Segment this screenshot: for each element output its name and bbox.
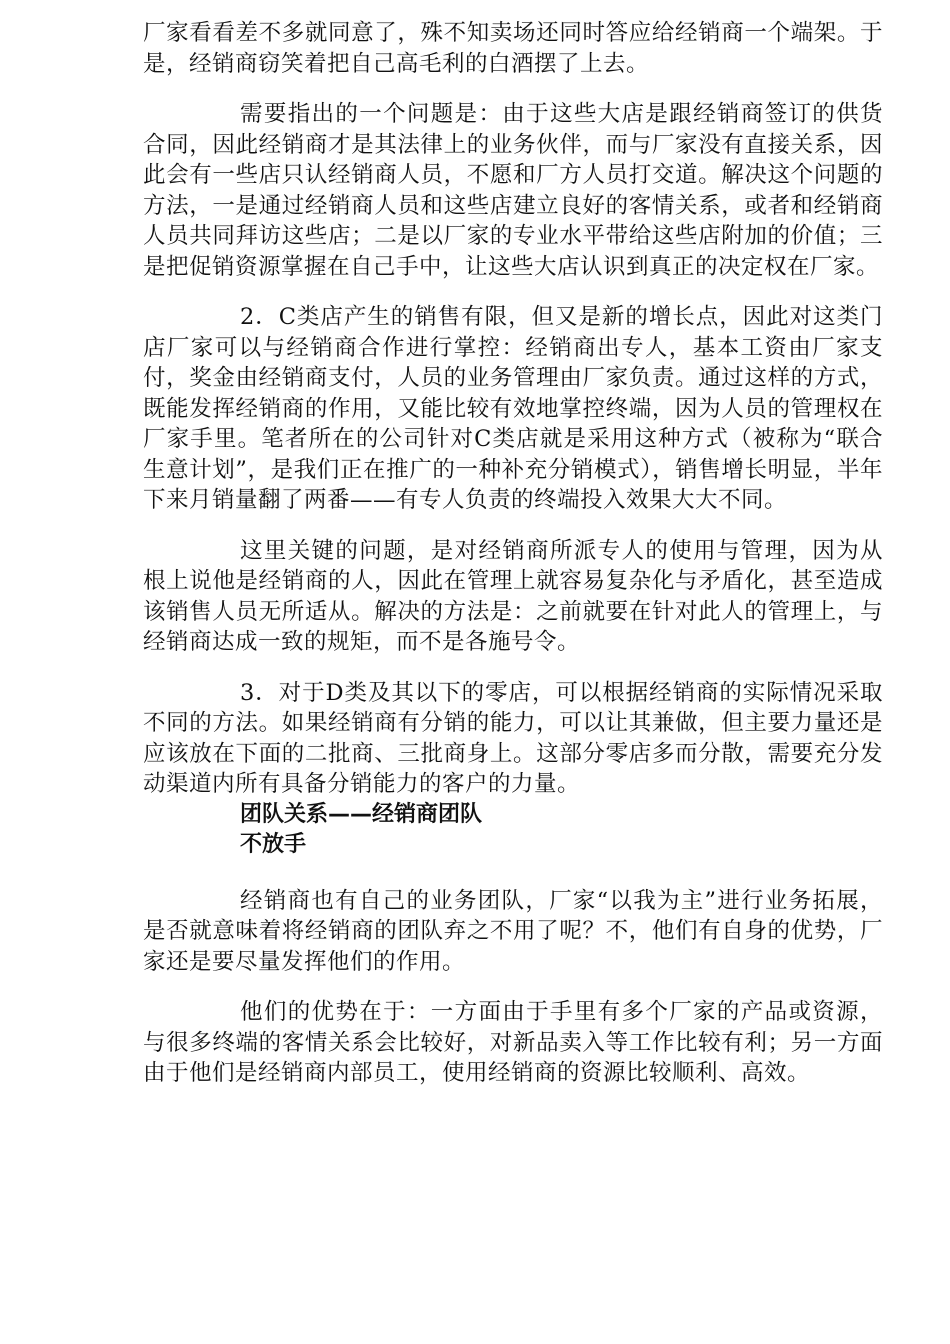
paragraph-advantages: 他们的优势在于：一方面由于手里有多个厂家的产品或资源，与很多终端的客情关系会比较好，对新品卖入等工作比较有利；另一方面由于他们是经销商内部员工，使用经销商的资源比较顺利、高效。 — [143, 999, 883, 1086]
paragraph-continuation: 厂家看看差不多就同意了，殊不知卖场还同时答应给经销商一个端架。于是，经销商窃笑着把自己高毛利的白酒摆了上去。 — [143, 20, 883, 77]
paragraph-problem: 需要指出的一个问题是：由于这些大店是跟经销商签订的供货合同，因此经销商才是其法律上的业务伙伴，而与厂家没有直接关系，因此会有一些店只认经销商人员，不愿和厂方人员打交道。解决这个问题的方法，一是通过经销商人员和这些店建立良好的客情关系，或者和经销商人员共同拜访这些店；二是以厂家的专业水平带给这些店附加的价值；三是把促销资源掌握在自己手中，让这些大店认识到真正的决定权在厂家。 — [143, 101, 883, 280]
document-page — [143, 18, 883, 1089]
section-heading: 团队关系——经销商团队 — [240, 801, 483, 827]
paragraph-key-issue: 这里关键的问题，是对经销商所派专人的使用与管理，因为从根上说他是经销商的人，因此在管理上就容易复杂化与矛盾化，甚至造成该销售人员无所适从。解决的方法是：之前就要在针对此人的管理上，与经销商达成一致的规矩，而不是各施号令。 — [143, 537, 883, 655]
paragraph-d-class-stores: 3．对于D类及其以下的零店，可以根据经销商的实际情况采取不同的方法。如果经销商有分销的能力，可以让其兼做，但主要力量还是应该放在下面的二批商、三批商身上。这部分零店多而分散，需要充分发动渠道内所有具备分销能力的客户的力量。 — [143, 679, 883, 797]
paragraph-c-class-stores: 2．C类店产生的销售有限，但又是新的增长点，因此对这类门店厂家可以与经销商合作进行掌控：经销商出专人，基本工资由厂家支付，奖金由经销商支付，人员的业务管理由厂家负责。通过这样的方式，既能发挥经销商的作用，又能比较有效地掌控终端，因为人员的管理权在厂家手里。笔者所在的公司针对C类店就是采用这种方式（被称为“联合生意计划”，是我们正在推广的一种补充分销模式），销售增长明显，半年下来月销量翻了两番——有专人负责的终端投入效果大大不同。 — [143, 304, 883, 513]
sub-heading: 不放手 — [240, 831, 307, 857]
paragraph-dealer-team: 经销商也有自己的业务团队，厂家“以我为主”进行业务拓展，是否就意味着将经销商的团队弃之不用了呢？不，他们有自身的优势，厂家还是要尽量发挥他们的作用。 — [143, 887, 883, 975]
